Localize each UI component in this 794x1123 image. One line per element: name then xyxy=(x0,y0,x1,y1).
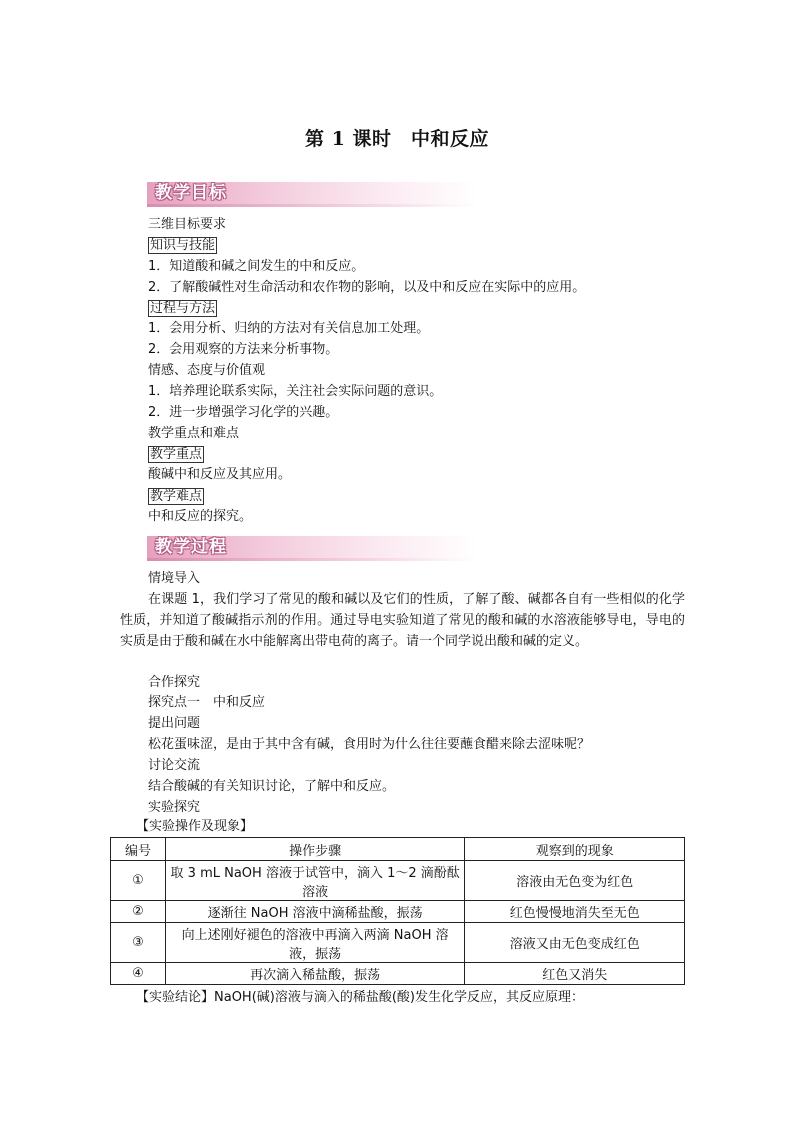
question-heading: 提出问题 xyxy=(148,716,201,731)
experiment-heading: 实验探究 xyxy=(148,800,201,815)
table-cell: 红色又消失 xyxy=(465,963,685,985)
key-point-heading: 教学重点 xyxy=(150,447,203,462)
difficult-point-text: 中和反应的探究。 xyxy=(148,509,253,524)
table-cell: 向上述刚好褪色的溶液中再滴入两滴 NaOH 溶液，振荡 xyxy=(165,923,464,963)
table-cell: 再次滴入稀盐酸，振荡 xyxy=(165,963,464,985)
table-cell: ① xyxy=(111,861,166,901)
table-cell: 红色慢慢地消失至无色 xyxy=(465,901,685,923)
question-text: 松花蛋味涩，是由于其中含有碱，食用时为什么往往要蘸食醋来除去涩味呢？ xyxy=(148,737,591,752)
section-banner-goals xyxy=(147,182,477,204)
table-cell: 逐渐往 NaOH 溶液中滴稀盐酸，振荡 xyxy=(165,901,464,923)
emotion-heading: 情感、态度与价值观 xyxy=(148,363,266,378)
table-row xyxy=(111,861,685,901)
experiment-op-label: 【实验操作及现象】 xyxy=(136,819,254,834)
table-header-cell: 操作步骤 xyxy=(165,838,464,861)
section-banner-process xyxy=(147,536,477,558)
explore-point-1: 探究点一 中和反应 xyxy=(148,695,266,710)
table-header-cell: 编号 xyxy=(111,838,166,861)
table-cell: 溶液由无色变为红色 xyxy=(465,861,685,901)
banner-process-label: 教学过程 xyxy=(155,537,227,557)
process-item-1: 1．会用分析、归纳的方法对有关信息加工处理。 xyxy=(148,321,430,336)
emotion-item-2: 2．进一步增强学习化学的兴趣。 xyxy=(148,405,339,420)
experiment-table xyxy=(110,837,685,985)
coop-heading: 合作探究 xyxy=(148,675,201,690)
table-cell: ② xyxy=(111,901,166,923)
table-header-row xyxy=(111,838,685,861)
page-title: 第 1 课时 中和反应 xyxy=(305,128,489,150)
table-row xyxy=(111,963,685,985)
intro-heading: 情境导入 xyxy=(148,571,201,586)
discuss-text: 结合酸碱的有关知识讨论，了解中和反应。 xyxy=(148,779,396,794)
knowledge-item-1: 1．知道酸和碱之间发生的中和反应。 xyxy=(148,259,365,274)
table-header-cell: 观察到的现象 xyxy=(465,838,685,861)
key-point-text: 酸碱中和反应及其应用。 xyxy=(148,467,292,482)
experiment-conclusion: 【实验结论】NaOH(碱)溶液与滴入的稀盐酸(酸)发生化学反应，其反应原理： xyxy=(136,990,584,1005)
process-item-2: 2．会用观察的方法来分析事物。 xyxy=(148,342,339,357)
table-cell: ④ xyxy=(111,963,166,985)
table-cell: ③ xyxy=(111,923,166,963)
banner-goals-label: 教学目标 xyxy=(155,183,227,203)
table-row xyxy=(111,923,685,963)
knowledge-item-2: 2．了解酸碱性对生命活动和农作物的影响，以及中和反应在实际中的应用。 xyxy=(148,280,586,295)
process-method-heading: 过程与方法 xyxy=(150,301,216,316)
emotion-item-1: 1．培养理论联系实际，关注社会实际问题的意识。 xyxy=(148,384,443,399)
table-cell: 取 3 mL NaOH 溶液于试管中，滴入 1～2 滴酚酞溶液 xyxy=(165,861,464,901)
table-row xyxy=(111,901,685,923)
table-cell: 溶液又由无色变成红色 xyxy=(465,923,685,963)
three-dim-heading: 三维目标要求 xyxy=(148,217,227,232)
difficult-point-heading: 教学难点 xyxy=(150,489,203,504)
intro-paragraph: 在课题 1，我们学习了常见的酸和碱以及它们的性质，了解了酸、碱都各自有一些相似的化学性质，并知道了酸碱指示剂的作用。通过导电实验知道了常见的酸和碱的水溶液能够导电，导电的实质是由于酸和碱在水中能解离出带电荷的离子。请一个同学说出酸和碱的定义。 xyxy=(120,592,685,649)
discuss-heading: 讨论交流 xyxy=(148,758,201,773)
knowledge-heading: 知识与技能 xyxy=(150,238,216,253)
key-difficult-heading: 教学重点和难点 xyxy=(148,426,240,441)
